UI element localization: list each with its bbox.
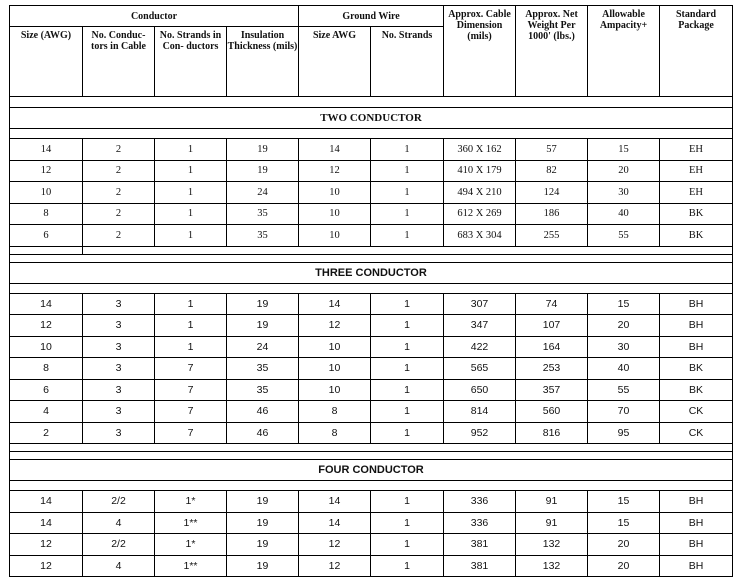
table-row [10, 555, 733, 577]
header-ampacity: Allowable Ampacity+ [588, 6, 660, 97]
header-standard-package: Standard Package [660, 6, 733, 97]
cell-ampacity: 55 [588, 379, 660, 401]
cell-ground-size: 10 [299, 336, 371, 358]
cell-conductors: 3 [83, 401, 155, 423]
cell-insulation: 46 [227, 401, 299, 423]
cell-ampacity: 15 [588, 512, 660, 534]
header-cable-dimension: Approx. Cable Dimension (mils) [444, 6, 516, 97]
cell-net-weight: 91 [516, 491, 588, 513]
cell-insulation: 35 [227, 358, 299, 380]
table-row [10, 293, 733, 315]
cell-ground-size: 14 [299, 293, 371, 315]
cell-ampacity: 15 [588, 139, 660, 161]
cell-insulation: 46 [227, 422, 299, 444]
table-row [10, 358, 733, 380]
table-row [10, 182, 733, 204]
cell-ground-size: 12 [299, 555, 371, 577]
cell-ground-strands: 1 [371, 203, 444, 225]
cell-dimension: 381 [444, 555, 516, 577]
cell-ground-size: 12 [299, 534, 371, 556]
cell-strands: 1** [155, 512, 227, 534]
cell-dimension: 360 X 162 [444, 139, 516, 161]
section-title: FOUR CONDUCTOR [10, 460, 733, 481]
cell-ampacity: 40 [588, 358, 660, 380]
cell-insulation: 24 [227, 336, 299, 358]
cell-ground-size: 10 [299, 225, 371, 247]
table-row [10, 401, 733, 423]
cell-size-awg: 8 [10, 358, 83, 380]
cell-package: BH [660, 534, 733, 556]
section-title: THREE CONDUCTOR [10, 262, 733, 283]
cell-package: BK [660, 203, 733, 225]
cell-strands: 1* [155, 534, 227, 556]
cell-ampacity: 30 [588, 182, 660, 204]
cell-ground-strands: 1 [371, 491, 444, 513]
cell-ground-size: 10 [299, 358, 371, 380]
cell-dimension: 565 [444, 358, 516, 380]
cell-conductors: 4 [83, 555, 155, 577]
cell-package: BH [660, 336, 733, 358]
cell-package: BH [660, 491, 733, 513]
cell-size-awg: 8 [10, 203, 83, 225]
cell-package: BH [660, 555, 733, 577]
cell-strands: 7 [155, 358, 227, 380]
cell-insulation: 19 [227, 555, 299, 577]
cell-conductors: 2 [83, 139, 155, 161]
cell-net-weight: 253 [516, 358, 588, 380]
cell-strands: 1 [155, 203, 227, 225]
cell-ground-strands: 1 [371, 315, 444, 337]
cell-dimension: 650 [444, 379, 516, 401]
cell-ampacity: 20 [588, 160, 660, 182]
cell-ampacity: 30 [588, 336, 660, 358]
cell-size-awg: 6 [10, 379, 83, 401]
cell-ground-size: 10 [299, 379, 371, 401]
table-row [10, 379, 733, 401]
cell-ampacity: 55 [588, 225, 660, 247]
cell-ground-strands: 1 [371, 160, 444, 182]
cell-insulation: 19 [227, 293, 299, 315]
header-ground-size: Size AWG [299, 27, 371, 97]
cell-package: BH [660, 293, 733, 315]
cell-strands: 1 [155, 315, 227, 337]
cell-conductors: 2 [83, 225, 155, 247]
cell-insulation: 35 [227, 203, 299, 225]
cell-ampacity: 20 [588, 315, 660, 337]
cell-package: BK [660, 225, 733, 247]
cell-ground-strands: 1 [371, 512, 444, 534]
cell-package: BK [660, 379, 733, 401]
cell-conductors: 3 [83, 379, 155, 401]
cell-dimension: 336 [444, 491, 516, 513]
cell-dimension: 307 [444, 293, 516, 315]
table-row [10, 512, 733, 534]
cell-conductors: 3 [83, 422, 155, 444]
table-row [10, 315, 733, 337]
cell-net-weight: 107 [516, 315, 588, 337]
cell-package: EH [660, 160, 733, 182]
cell-package: EH [660, 182, 733, 204]
header-insulation-thickness: Insulation Thickness (mils) [227, 27, 299, 97]
cell-conductors: 2 [83, 182, 155, 204]
header-net-weight: Approx. Net Weight Per 1000' (lbs.) [516, 6, 588, 97]
header-conductor: Conductor [10, 6, 299, 27]
cell-ground-size: 10 [299, 203, 371, 225]
section-title: TWO CONDUCTOR [10, 108, 733, 129]
table-row [10, 160, 733, 182]
cell-insulation: 35 [227, 225, 299, 247]
cell-dimension: 814 [444, 401, 516, 423]
cell-size-awg: 2 [10, 422, 83, 444]
cell-strands: 1 [155, 139, 227, 161]
cell-ground-strands: 1 [371, 379, 444, 401]
cell-package: BH [660, 315, 733, 337]
cable-spec-sheet [9, 5, 732, 577]
cell-size-awg: 12 [10, 315, 83, 337]
cell-ground-strands: 1 [371, 555, 444, 577]
cell-net-weight: 816 [516, 422, 588, 444]
cell-ground-size: 14 [299, 139, 371, 161]
table-row [10, 203, 733, 225]
cell-net-weight: 82 [516, 160, 588, 182]
cell-ground-strands: 1 [371, 358, 444, 380]
cell-size-awg: 10 [10, 336, 83, 358]
cell-strands: 1 [155, 293, 227, 315]
cell-conductors: 3 [83, 315, 155, 337]
section-four-conductor [10, 444, 733, 491]
cell-ground-strands: 1 [371, 534, 444, 556]
cell-conductors: 3 [83, 358, 155, 380]
cell-ground-strands: 1 [371, 182, 444, 204]
cell-net-weight: 186 [516, 203, 588, 225]
cell-net-weight: 91 [516, 512, 588, 534]
cell-conductors: 3 [83, 336, 155, 358]
cell-net-weight: 132 [516, 534, 588, 556]
cell-ground-size: 10 [299, 182, 371, 204]
cell-net-weight: 255 [516, 225, 588, 247]
cell-size-awg: 10 [10, 182, 83, 204]
table-row [10, 225, 733, 247]
cell-dimension: 952 [444, 422, 516, 444]
cell-ground-size: 12 [299, 160, 371, 182]
header-conductors-in-cable: No. Conduc- tors in Cable [83, 27, 155, 97]
cell-ground-size: 8 [299, 401, 371, 423]
cell-ground-strands: 1 [371, 401, 444, 423]
cell-ampacity: 40 [588, 203, 660, 225]
cell-size-awg: 4 [10, 401, 83, 423]
cell-insulation: 19 [227, 534, 299, 556]
table-row [10, 336, 733, 358]
cell-size-awg: 6 [10, 225, 83, 247]
cell-strands: 1 [155, 336, 227, 358]
cell-size-awg: 12 [10, 534, 83, 556]
cell-conductors: 4 [83, 512, 155, 534]
section-two-conductor [10, 97, 733, 139]
cell-insulation: 24 [227, 182, 299, 204]
header-ground-wire: Ground Wire [299, 6, 444, 27]
cell-ground-size: 8 [299, 422, 371, 444]
cell-strands: 1 [155, 225, 227, 247]
cell-size-awg: 12 [10, 555, 83, 577]
four-conductor-rows [10, 491, 733, 577]
cell-ground-size: 14 [299, 512, 371, 534]
cell-strands: 7 [155, 401, 227, 423]
cell-package: BH [660, 512, 733, 534]
cell-size-awg: 14 [10, 293, 83, 315]
cell-net-weight: 560 [516, 401, 588, 423]
cell-dimension: 612 X 269 [444, 203, 516, 225]
cell-strands: 1** [155, 555, 227, 577]
cell-insulation: 35 [227, 379, 299, 401]
cell-ampacity: 20 [588, 555, 660, 577]
cell-conductors: 2 [83, 203, 155, 225]
cell-ground-size: 14 [299, 491, 371, 513]
cell-size-awg: 14 [10, 512, 83, 534]
cell-conductors: 2/2 [83, 534, 155, 556]
cell-insulation: 19 [227, 139, 299, 161]
cell-package: CK [660, 401, 733, 423]
cell-strands: 1 [155, 160, 227, 182]
cell-strands: 7 [155, 379, 227, 401]
cell-dimension: 683 X 304 [444, 225, 516, 247]
header-row-groups [10, 6, 733, 27]
table-row [10, 491, 733, 513]
cell-strands: 1 [155, 182, 227, 204]
cell-ampacity: 15 [588, 491, 660, 513]
header-strands-in-conductors: No. Strands in Con- ductors [155, 27, 227, 97]
cell-ampacity: 70 [588, 401, 660, 423]
cell-net-weight: 357 [516, 379, 588, 401]
cell-conductors: 2/2 [83, 491, 155, 513]
cell-dimension: 347 [444, 315, 516, 337]
cell-net-weight: 132 [516, 555, 588, 577]
table-row [10, 139, 733, 161]
cell-conductors: 3 [83, 293, 155, 315]
cell-insulation: 19 [227, 160, 299, 182]
cell-package: CK [660, 422, 733, 444]
cell-ground-size: 12 [299, 315, 371, 337]
cell-package: EH [660, 139, 733, 161]
cell-ground-strands: 1 [371, 139, 444, 161]
two-conductor-rows [10, 139, 733, 247]
cell-strands: 7 [155, 422, 227, 444]
cell-ground-strands: 1 [371, 336, 444, 358]
cell-ground-strands: 1 [371, 225, 444, 247]
cell-net-weight: 74 [516, 293, 588, 315]
cell-size-awg: 14 [10, 491, 83, 513]
three-conductor-rows [10, 293, 733, 444]
cell-ampacity: 15 [588, 293, 660, 315]
cell-size-awg: 12 [10, 160, 83, 182]
section-three-conductor [10, 246, 733, 293]
cell-conductors: 2 [83, 160, 155, 182]
cell-dimension: 410 X 179 [444, 160, 516, 182]
cell-net-weight: 164 [516, 336, 588, 358]
header-size-awg: Size (AWG) [10, 27, 83, 97]
table-row [10, 422, 733, 444]
table-row [10, 534, 733, 556]
cell-ground-strands: 1 [371, 422, 444, 444]
cell-ground-strands: 1 [371, 293, 444, 315]
cable-spec-table [9, 5, 733, 577]
cell-net-weight: 57 [516, 139, 588, 161]
cell-package: BK [660, 358, 733, 380]
cell-dimension: 336 [444, 512, 516, 534]
cell-ampacity: 95 [588, 422, 660, 444]
cell-dimension: 422 [444, 336, 516, 358]
cell-insulation: 19 [227, 315, 299, 337]
cell-net-weight: 124 [516, 182, 588, 204]
cell-ampacity: 20 [588, 534, 660, 556]
cell-strands: 1* [155, 491, 227, 513]
cell-insulation: 19 [227, 512, 299, 534]
cell-dimension: 494 X 210 [444, 182, 516, 204]
header-ground-strands: No. Strands [371, 27, 444, 97]
cell-dimension: 381 [444, 534, 516, 556]
cell-insulation: 19 [227, 491, 299, 513]
cell-size-awg: 14 [10, 139, 83, 161]
